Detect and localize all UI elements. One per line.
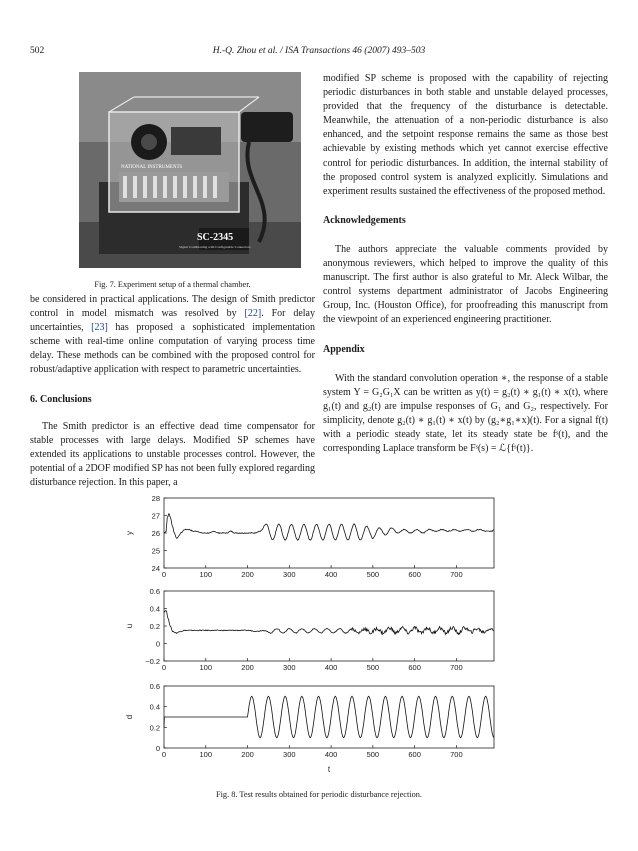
x-axis-label: t (327, 765, 331, 774)
x-tick-label: 600 (408, 570, 421, 579)
left-column (30, 293, 315, 490)
paragraph-summary: modified SP scheme is proposed with the capability of rejecting periodic disturbances in both stable and unstable delayed processes, provided that the frequency of the disturbance is detectable. Meanwhile, the attenuation of a non-periodic disturbance is also enhanced, and the setpoint response remains the same as those best achievable by existing methods which yet cannot exercise effective control for periodic disturbances. In addition, the internal stability of the proposed control system is analyzed explicitly. Simulations and experiment results sustained the effectiveness of the proposed method. (323, 73, 608, 197)
device-sublabel: Signal Conditioning with Configurable Connectors (179, 245, 251, 249)
x-tick-label: 400 (324, 663, 338, 672)
figure8-chart (112, 490, 512, 792)
paragraph-conclusions: The Smith predictor is an effective dead time compensator for stable processes with large delays. Modified SP schemes have extended its applications to unstable processes control. However, the potential of a 2DOF modified SP has not been fully explored regarding disturbance rejection. In this paper, a (30, 420, 315, 489)
x-tick-label: 300 (283, 750, 296, 759)
series-line (164, 514, 494, 541)
x-tick-label: 500 (366, 570, 380, 579)
y-tick-label: 27 (151, 511, 160, 521)
device-label: SC-2345 (197, 232, 234, 243)
journal-citation: H.-Q. Zhou et al. / ISA Transactions 46 (2007) 493–503 (212, 46, 426, 56)
section-appendix-title: Appendix (323, 343, 365, 355)
x-tick-label: 500 (366, 750, 380, 759)
x-tick-label: 100 (199, 750, 213, 759)
y-tick-label: 0 (155, 744, 160, 753)
y-tick-label: 0.2 (149, 622, 160, 631)
section-conclusions-title: 6. Conclusions (30, 393, 92, 405)
y-tick-label: 0.2 (149, 723, 160, 733)
section-acknowledgements-title: Acknowledgements (323, 214, 406, 226)
page-number: 502 (30, 46, 45, 56)
series-line (164, 696, 494, 737)
y-tick-label: 0 (155, 639, 160, 649)
panel-frame (164, 591, 494, 661)
x-tick-label: 500 (366, 663, 380, 672)
x-tick-label: 100 (199, 663, 213, 672)
board-label: NATIONAL INSTRUMENTS (121, 165, 183, 170)
y-tick-label: −0.2 (145, 657, 160, 666)
figure7-caption: Fig. 7. Experiment setup of a thermal chamber. (94, 280, 251, 289)
x-tick-label: 0 (161, 663, 167, 672)
y-tick-label: 26 (151, 529, 160, 538)
figure8-caption: Fig. 8. Test results obtained for periodic disturbance rejection. (216, 790, 422, 799)
x-tick-label: 600 (408, 750, 421, 759)
citation-link[interactable]: [22] (244, 308, 262, 320)
series-line (164, 611, 494, 635)
paragraph-appendix: With the standard convolution operation ∗, the response of a stable system Y = G₂G₁X can be written as y(t) = g₂(t) ∗ g₁(t) ∗ x(t), where g₁(t) and g₂(t) are impulse responses of G₁ and G₂, respectively. For simplicity, denote g₂(t) ∗ g₁(t) ∗ x(t) by (g₂∗g₁∗x)(t). For a signal f(t) with a periodic steady state, let its steady state be fˢ(t), and the corresponding Laplace transform be Fˢ(s) = ℒ{fˢ(t)}. (323, 372, 608, 455)
x-tick-label: 700 (450, 570, 463, 579)
y-axis-label: u (125, 623, 134, 629)
y-tick-label: 28 (151, 494, 160, 503)
y-tick-label: 0.6 (149, 587, 160, 596)
x-tick-label: 300 (283, 663, 296, 672)
x-tick-label: 0 (161, 750, 167, 759)
x-tick-label: 300 (283, 570, 296, 579)
x-tick-label: 400 (324, 750, 338, 759)
x-tick-label: 600 (408, 663, 421, 672)
citation-link[interactable]: [23] (91, 322, 108, 334)
y-tick-label: 24 (151, 564, 160, 573)
x-tick-label: 200 (241, 570, 254, 579)
x-tick-label: 700 (450, 663, 463, 672)
figure7-photo (79, 72, 301, 268)
x-tick-label: 700 (450, 750, 463, 759)
paragraph-acknowledgements: The authors appreciate the valuable comments provided by anonymous reviewers, which helped to improve the quality of this manuscript. The first author is also grateful to Mr. Aleck Wilbar, the control systems department administrator of Jacobs Engineering Group, Inc. (Houston Office), for proofreading this manuscript from the viewpoint of an experienced engineering practitioner. (323, 243, 608, 326)
paragraph-robust: be considered in practical applications. The design of Smith predictor control in model mismatch was resolved by [22]. For delay uncertainties, [23] has proposed a sophisticated implementation scheme with real-time online computation of varying process time delay. These methods can be combined with the proposed control for robust/adaptive application with respect to parametric uncertainties. (30, 294, 316, 376)
y-tick-label: 0.4 (149, 702, 160, 712)
y-tick-label: 0.4 (149, 604, 160, 614)
x-tick-label: 200 (241, 663, 254, 672)
right-column (323, 72, 608, 456)
panel-frame (164, 498, 494, 568)
y-axis-label: d (125, 714, 134, 720)
x-tick-label: 0 (161, 570, 167, 579)
page-header (0, 46, 638, 60)
x-tick-label: 100 (199, 570, 213, 579)
y-tick-label: 0.6 (149, 682, 160, 691)
thermal-chamber-illustration (79, 72, 301, 268)
y-axis-label: y (125, 531, 134, 535)
y-tick-label: 25 (151, 546, 160, 556)
x-tick-label: 200 (241, 750, 254, 759)
x-tick-label: 400 (324, 570, 338, 579)
